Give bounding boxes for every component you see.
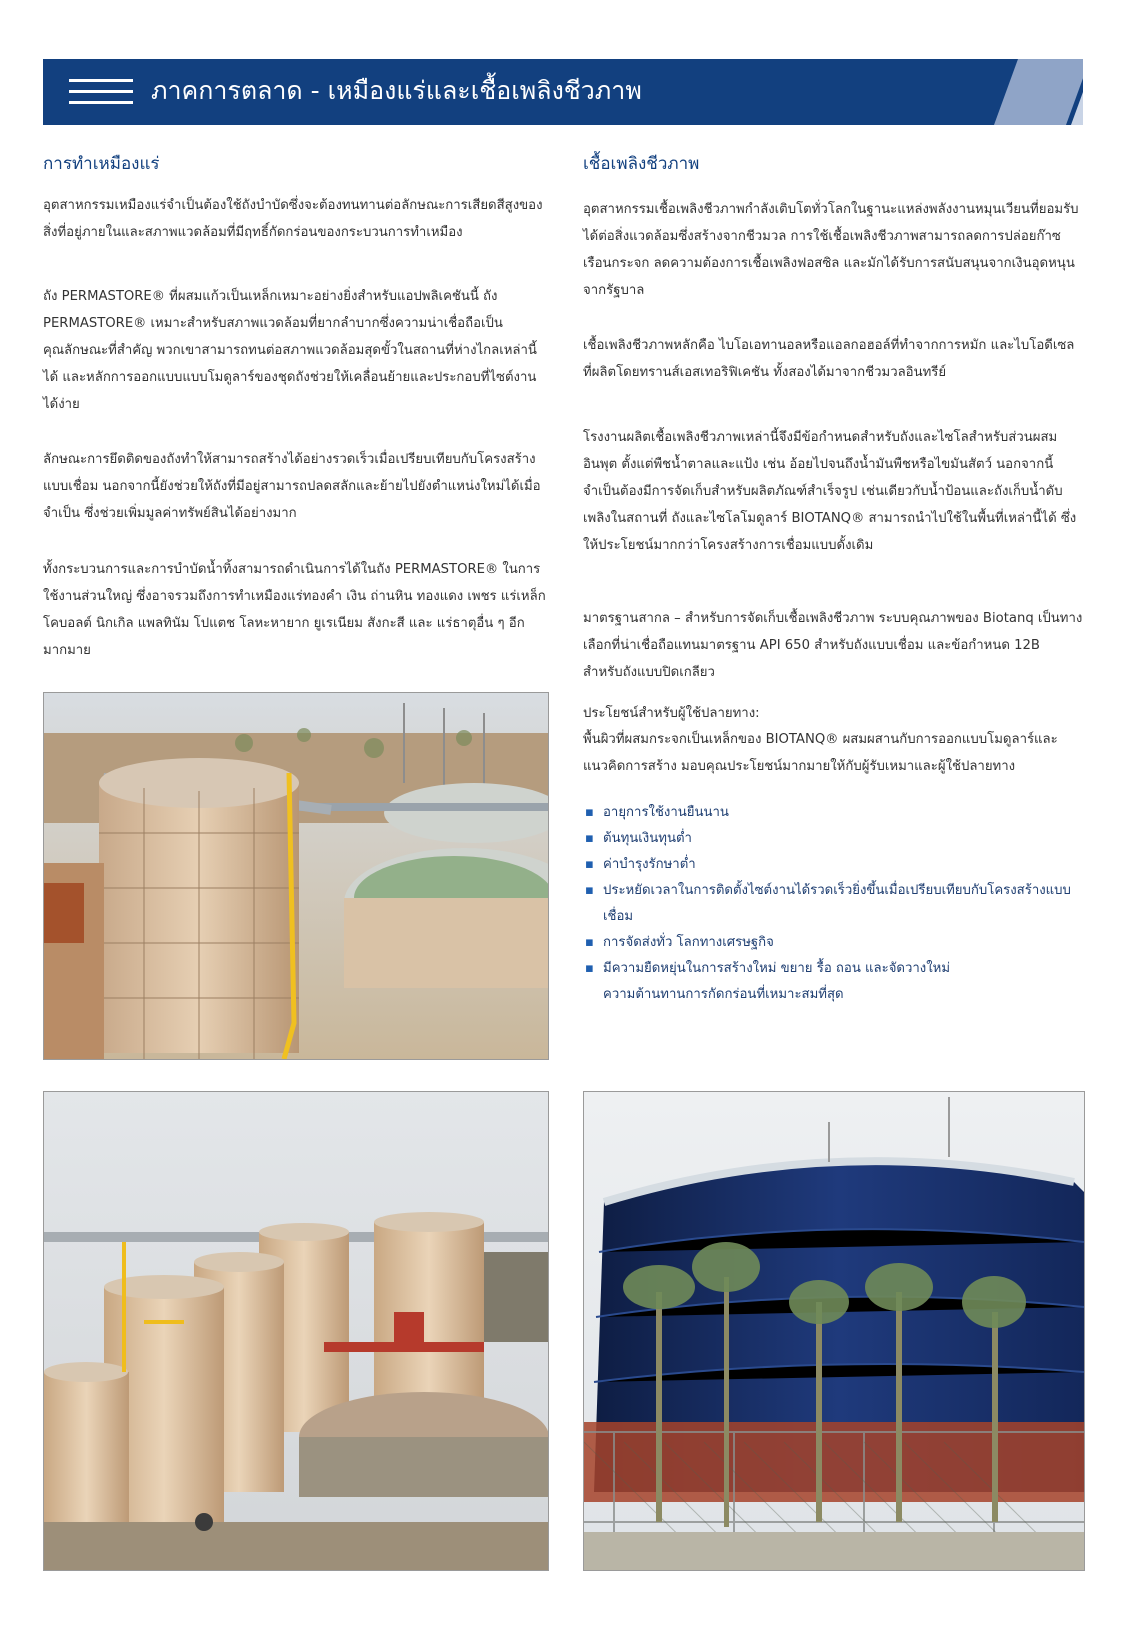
page-title: ภาคการตลาด - เหมืองแร่และเชื้อเพลิงชีวภาพ xyxy=(151,76,642,105)
banner-stripe xyxy=(994,59,1083,125)
benefits-list xyxy=(583,800,1093,1008)
mining-paragraph-4: ทั้งกระบวนการและการบำบัดน้ำทิ้งสามารถดำเนินการได้ในถัง PERMASTORE® ในการใช้งานส่วนใหญ่ ซึ่งอาจรวมถึงการทำเหมืองแร่ทองคำ เงิน ถ่านหิน ทองแดง เพชร แร่เหล็ก โคบอลต์ นิกเกิล แพลทินัม โปแตช โลหะหายาก ยูเรเนียม สังกะสี และ แร่ธาตุอื่น ๆ อีกมากมาย xyxy=(43,562,546,658)
biofuel-heading: เชื้อเพลิงชีวภาพ xyxy=(583,154,700,174)
list-item: ▪ การจัดส่งทั่ว โลกทางเศรษฐกิจ xyxy=(583,930,1093,956)
menu-lines-icon xyxy=(69,79,133,112)
mining-paragraph-2: ถัง PERMASTORE® ที่ผสมแก้วเป็นเหล็กเหมาะอย่างยิ่งสำหรับแอปพลิเคชันนี้ ถัง PERMASTORE® เหมาะสำหรับสภาพแวดล้อมที่ยากลำบากซึ่งความน่าเชื่อถือเป็นคุณลักษณะที่สำคัญ พวกเขาสามารถทนต่อสภาพแวดล้อมสุดขั้วในสถานที่ห่างไกลเหล่านี้ได้ และหลักการออกแบบแบบโมดูลาร์ของชุดถังช่วยให้เคลื่อนย้ายและประกอบที่ไซต์งานได้ง่าย xyxy=(43,289,537,412)
bullet-icon: ▪ xyxy=(585,831,594,846)
mining-paragraph-3: ลักษณะการยึดติดของถังทำให้สามารถสร้างได้อย่างรวดเร็วเมื่อเปรียบเทียบกับโครงสร้างแบบเชื่อม นอกจากนี้ยังช่วยให้ถังที่มีอยู่สามารถปลดสลักและย้ายไปยังตำแหน่งใหม่ได้เมื่อจำเป็น ซึ่งช่วยเพิ่มมูลค่าทรัพย์สินได้อย่างมาก xyxy=(43,452,541,521)
list-item-extra: ความต้านทานการกัดกร่อนที่เหมาะสมที่สุด xyxy=(603,987,844,1002)
biofuel-paragraph-4: มาตรฐานสากล – สำหรับการจัดเก็บเชื้อเพลิงชีวภาพ ระบบคุณภาพของ Biotanq เป็นทางเลือกที่น่าเชื่อถือแทนมาตรฐาน API 650 สำหรับถังแบบเชื่อม และข้อกำหนด 12B สำหรับถังแบบปิดเกลียว xyxy=(583,611,1083,680)
header-banner xyxy=(43,59,1083,125)
bullet-icon: ▪ xyxy=(585,805,594,820)
bullet-icon: ▪ xyxy=(585,935,594,950)
list-item: ▪ มีความยืดหยุ่นในการสร้างใหม่ ขยาย รื้อ ถอน และจัดวางใหม่ xyxy=(583,956,1093,982)
mining-paragraph-1: อุตสาหกรรมเหมืองแร่จำเป็นต้องใช้ถังบำบัดซึ่งจะต้องทนทานต่อลักษณะการเสียดสีสูงของสิ่งที่อยู่ภายในและสภาพแวดล้อมที่มีฤทธิ์กัดกร่อนของกระบวนการทำเหมือง xyxy=(43,198,543,240)
list-item: ▪ ต้นทุนเงินทุนต่ำ xyxy=(583,826,1093,852)
bullet-icon: ▪ xyxy=(585,857,594,872)
mining-plant-photo xyxy=(43,1091,549,1571)
list-item: ▪ ค่าบำรุงรักษาต่ำ xyxy=(583,852,1093,878)
biofuel-paragraph-2: เชื้อเพลิงชีวภาพหลักคือ ไบโอเอทานอลหรือแอลกอฮอล์ที่ทำจากการหมัก และไบโอดีเซลที่ผลิตโดยทรานส์เอสเทอริฟิเคชัน ทั้งสองได้มาจากชีวมวลอินทรีย์ xyxy=(583,338,1075,380)
biofuel-paragraph-3: โรงงานผลิตเชื้อเพลิงชีวภาพเหล่านี้จึงมีข้อกำหนดสำหรับถังและไซโลสำหรับส่วนผสมอินพุต ตั้งแต่พืชน้ำตาลและแป้ง เช่น อ้อยไปจนถึงน้ำมันพืชหรือไขมันสัตว์ นอกจากนี้จำเป็นต้องมีการจัดเก็บสำหรับผลิตภัณฑ์สำเร็จรูป เช่นเดียวกับน้ำป้อนและถังเก็บน้ำดับเพลิงในสถานที่ ถังและไซโลโมดูลาร์ BIOTANQ® สามารถนำไปใช้ในพื้นที่เหล่านี้ได้ ซึ่งให้ประโยชน์มากกว่าโครงสร้างการเชื่อมแบบดั้งเดิม xyxy=(583,430,1077,553)
mining-tanks-photo xyxy=(43,692,549,1060)
biotanq-photo xyxy=(583,1091,1085,1571)
benefits-intro: พื้นผิวที่ผสมกระจกเป็นเหล็กของ BIOTANQ® ผสมผสานกับการออกแบบโมดูลาร์และแนวคิดการสร้าง มอบคุณประโยชน์มากมายให้กับผู้รับเหมาและผู้ใช้ปลายทาง xyxy=(583,732,1058,774)
biofuel-paragraph-1: อุตสาหกรรมเชื้อเพลิงชีวภาพกำลังเติบโตทั่วโลกในฐานะแหล่งพลังงานหมุนเวียนที่ยอมรับได้ต่อสิ่งแวดล้อมซึ่งสร้างจากชีวมวล การใช้เชื้อเพลิงชีวภาพสามารถลดการปล่อยก๊าซเรือนกระจก ลดความต้องการเชื้อเพลิงฟอสซิล และมักได้รับการสนับสนุนจากเงินอุดหนุนจากรัฐบาล xyxy=(583,202,1079,298)
mining-heading: การทำเหมืองแร่ xyxy=(43,154,160,174)
bullet-icon: ▪ xyxy=(585,883,594,898)
benefits-title: ประโยชน์สำหรับผู้ใช้ปลายทาง: xyxy=(583,706,760,721)
list-item: ▪ อายุการใช้งานยืนนาน xyxy=(583,800,1093,826)
bullet-icon: ▪ xyxy=(585,961,594,976)
list-item: ▪ ประหยัดเวลาในการติดตั้งไซต์งานได้รวดเร็วยิ่งขึ้นเมื่อเปรียบเทียบกับโครงสร้างแบบเชื่อม xyxy=(583,878,1093,930)
